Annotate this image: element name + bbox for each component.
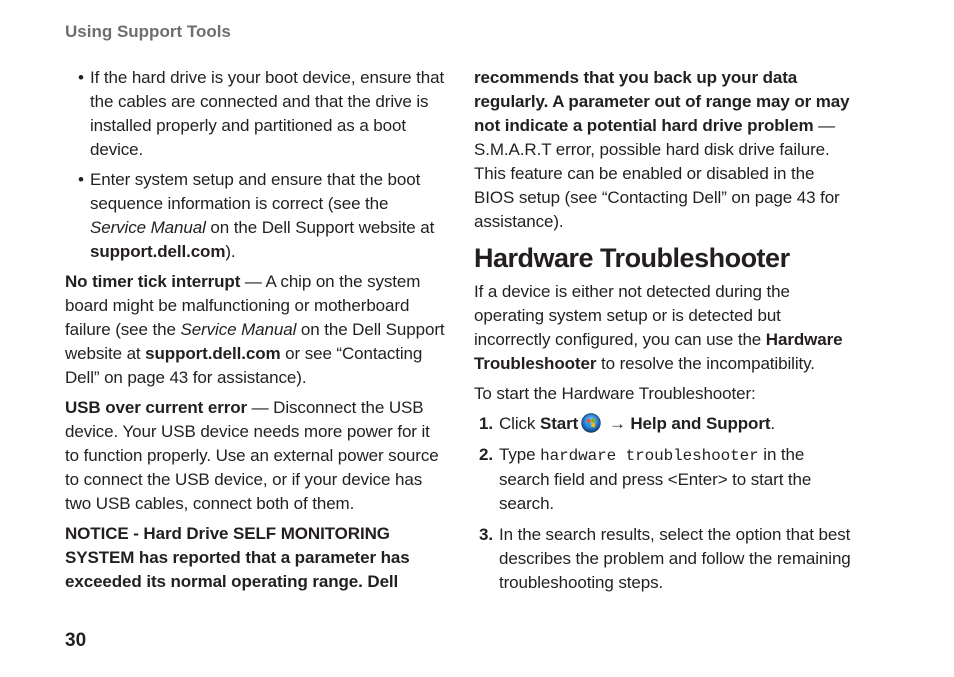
notice-continuation [474, 66, 859, 234]
step-text-post: . [770, 414, 776, 433]
bullet-text: If the hard drive is your boot device, ensure that the cables are connected and that the drive is installed properly and partitioned as a boot device. [90, 68, 445, 159]
list-item [65, 168, 445, 264]
page-number: 30 [65, 630, 87, 651]
bullet-icon: • [78, 68, 84, 87]
intro-post: to resolve the incompatibility. [596, 354, 815, 373]
no-timer-term: No timer tick interrupt [65, 272, 241, 291]
step-number: 1. [479, 414, 493, 433]
to-start-paragraph: To start the Hardware Troubleshooter: [474, 384, 756, 403]
usb-text: — Disconnect the USB device. Your USB device needs more power for it to function properly. Use an external power source to connect the USB device, or if your device has two USB cables, connect both of them. [65, 398, 439, 513]
help-support-label: Help and Support [630, 414, 771, 433]
right-column [474, 66, 859, 602]
bullet-text-mid: on the Dell Support website at [205, 218, 435, 237]
notice-end-text: — S.M.A.R.T error, possible hard disk drive failure. This feature can be enabled or disabled in the BIOS setup (see “Contacting Dell” on page 43 for assistance). [474, 116, 840, 231]
step-text-pre: Type [499, 445, 541, 464]
manual-title: Service Manual [90, 218, 206, 237]
section-title: Hardware Troubleshooter [474, 243, 790, 273]
step-text: In the search results, select the option that best describes the problem and follow the remaining troubleshooting steps. [499, 525, 851, 592]
list-item [474, 412, 859, 436]
list-item [474, 443, 859, 516]
notice-start: NOTICE - Hard Drive SELF MONITORING SYSTEM has reported that a parameter has exceeded its normal operating range. Dell [65, 524, 410, 591]
typed-command: hardware troubleshooter [540, 447, 759, 465]
bullet-text-pre: Enter system setup and ensure that the boot sequence information is correct (see the [90, 170, 421, 213]
support-link[interactable]: support.dell.com [90, 242, 226, 261]
list-item [65, 66, 445, 162]
no-timer-paragraph [65, 270, 445, 390]
intro-pre: If a device is either not detected during the operating system setup or is detected but incorrectly configured, you can use the [474, 282, 790, 349]
intro-bold: Hardware Troubleshooter [474, 330, 843, 373]
step-text-pre: Click [499, 414, 540, 433]
no-timer-pre: — A chip on the system board might be malfunctioning or motherboard failure (see the [65, 272, 421, 339]
manual-title: Service Manual [180, 320, 297, 339]
step-number: 2. [479, 445, 493, 464]
usb-term: USB over current error [65, 398, 248, 417]
usb-paragraph [65, 396, 445, 516]
bullet-text-post: ). [225, 242, 236, 261]
intro-paragraph [474, 280, 859, 376]
no-timer-post: or see “Contacting Dell” on page 43 for assistance). [65, 344, 423, 387]
arrow-glyph: → [604, 414, 631, 433]
list-item [474, 523, 859, 595]
bullet-icon: • [78, 170, 84, 189]
step-text-post: in the search field and press <Enter> to start the search. [499, 445, 812, 513]
support-link[interactable]: support.dell.com [145, 344, 281, 363]
notice-end-bold: recommends that you back up your data regularly. A parameter out of range may or may not indicate a potential hard drive problem [474, 68, 850, 135]
running-header: Using Support Tools [65, 22, 231, 41]
left-column [65, 66, 445, 600]
start-label: Start [539, 414, 579, 433]
steps-list [474, 412, 859, 595]
step-number: 3. [479, 525, 493, 544]
windows-start-orb-icon [581, 413, 601, 433]
bullet-list [65, 66, 445, 264]
no-timer-mid: on the Dell Support website at [65, 320, 445, 363]
